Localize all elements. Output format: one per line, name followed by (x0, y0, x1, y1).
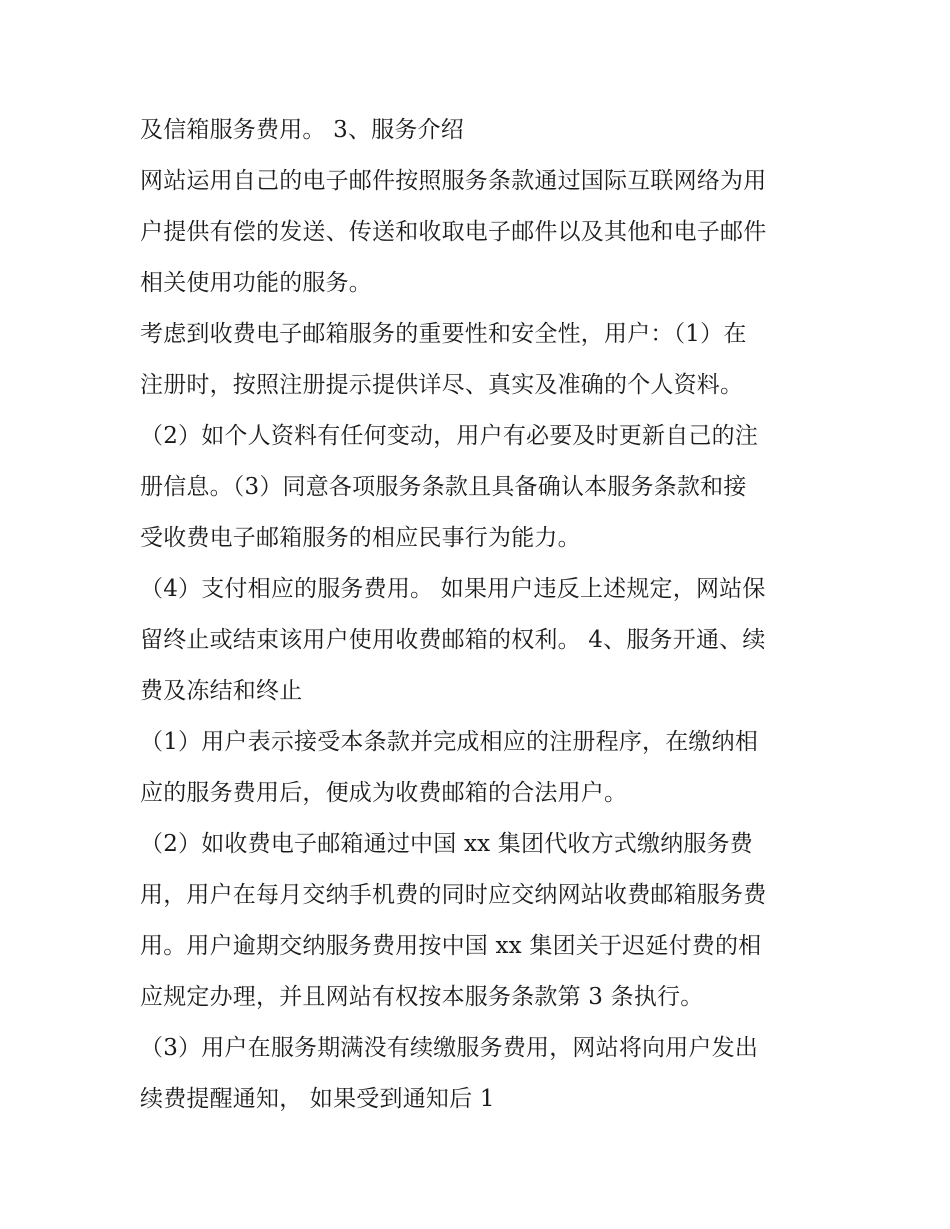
text-line: （2）如个人资料有任何变动，用户有必要及时更新自己的注 (140, 423, 759, 449)
text-line: 受收费电子邮箱服务的相应民事行为能力。 (140, 525, 581, 551)
text-line: 留终止或结束该用户使用收费邮箱的权利。 4、服务开通、续 (140, 627, 766, 653)
text-line: （1）用户表示接受本条款并完成相应的注册程序，在缴纳相 (140, 729, 759, 755)
document-body (140, 108, 830, 1128)
text-line: 相关使用功能的服务。 (140, 270, 372, 296)
text-line: 户提供有偿的发送、传送和收取电子邮件以及其他和电子邮件 (140, 219, 767, 245)
text-line: 费及冻结和终止 (140, 678, 303, 704)
text-line: 应的服务费用后，便成为收费邮箱的合法用户。 (140, 780, 628, 806)
text-line: 用。用户逾期交纳服务费用按中国 xx 集团关于迟延付费的相 (140, 933, 762, 959)
text-line: （4）支付相应的服务费用。 如果用户违反上述规定，网站保 (140, 576, 766, 602)
text-line: 注册时，按照注册提示提供详尽、真实及准确的个人资料。 (140, 372, 744, 398)
text-line: 续费提醒通知， 如果受到通知后 1 (140, 1086, 495, 1112)
text-line: 用，用户在每月交纳手机费的同时应交纳网站收费邮箱服务费 (140, 882, 767, 908)
text-line: 及信箱服务费用。 3、服务介绍 (140, 117, 464, 143)
text-line: 册信息。（3）同意各项服务条款且具备确认本服务条款和接 (140, 474, 747, 500)
text-line: （3）用户在服务期满没有续缴服务费用，网站将向用户发出 (140, 1035, 759, 1061)
text-line: 应规定办理，并且网站有权按本服务条款第 3 条执行。 (140, 984, 704, 1010)
text-line: 网站运用自己的电子邮件按照服务条款通过国际互联网络为用 (140, 168, 767, 194)
text-line: 考虑到收费电子邮箱服务的重要性和安全性，用户：（1）在 (140, 321, 747, 347)
text-line: （2）如收费电子邮箱通过中国 xx 集团代收方式缴纳服务费 (140, 831, 753, 857)
